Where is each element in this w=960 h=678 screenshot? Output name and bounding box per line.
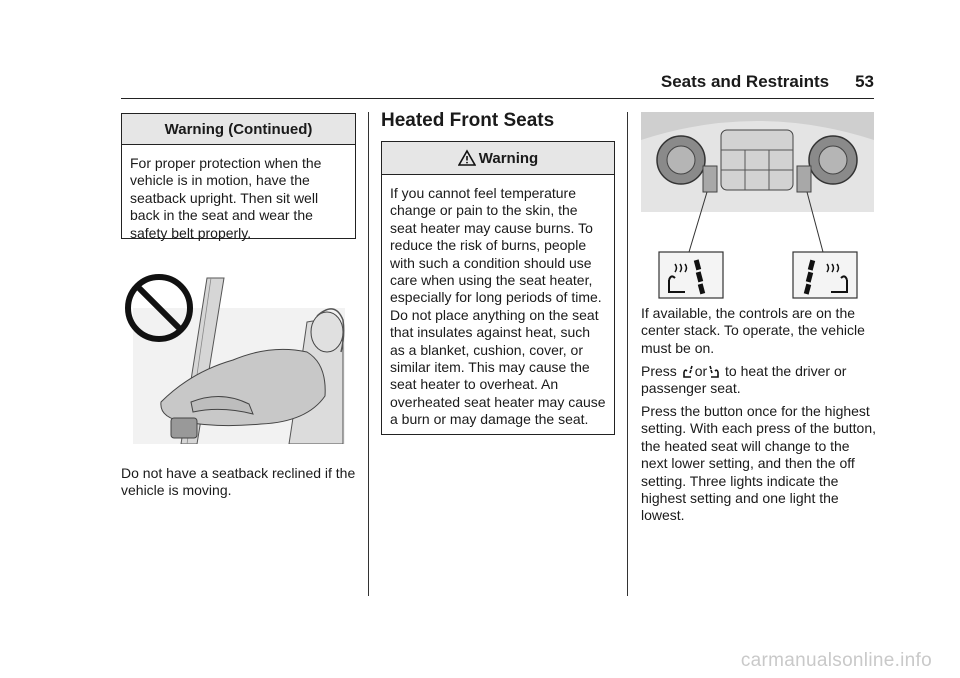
controls-location-text: If available, the controls are on the center stack. To operate, the vehicle must be on. bbox=[641, 305, 865, 356]
reclined-seat-illustration bbox=[121, 272, 345, 444]
continued-warning-text: For proper protection when the vehicle is in motion, have the seatback upright. Then sit well back in the seat and wear the safety belt properly. bbox=[130, 155, 322, 241]
column-divider-left bbox=[368, 112, 369, 596]
header-rule bbox=[121, 98, 874, 99]
heated-seat-controls-illustration bbox=[641, 112, 874, 299]
driver-heated-seat-icon bbox=[682, 365, 694, 378]
continued-warning-title: Warning (Continued) bbox=[122, 114, 355, 145]
press-instruction-text bbox=[641, 363, 879, 398]
page-header bbox=[661, 72, 874, 92]
passenger-heated-seat-icon bbox=[708, 365, 720, 378]
column-divider-right bbox=[627, 112, 628, 596]
section-title: Seats and Restraints bbox=[660, 72, 830, 91]
illustration-caption: Do not have a seatback reclined if the vehicle is moving. bbox=[121, 465, 356, 499]
settings-description-text: Press the button once for the highest setting. With each press of the button, the heated seat will change to the next lower setting, and then the off setting. Three lights indicate the highest setting and one light the lowest. bbox=[641, 403, 877, 524]
page-number: 53 bbox=[855, 72, 874, 91]
warning-header bbox=[382, 142, 614, 175]
passenger-heated-seat-icon bbox=[793, 252, 857, 298]
heated-seat-warning-box bbox=[381, 141, 615, 435]
warning-text: If you cannot feel temperature change or pain to the skin, the seat heater may cause burns. To reduce the risk of burns, people with such a condition should use care when using the seat heater, especially for long periods of time. Do not place anything on the seat that insulates against heat, such as a blanket, cushion, cover, or similar item. This may cause the seat heater to overheat. An overheated seat heater may cause a burn or may damage the seat. bbox=[390, 185, 606, 428]
press-or: or bbox=[694, 363, 708, 379]
section-heading: Heated Front Seats bbox=[381, 110, 555, 131]
driver-heated-seat-icon bbox=[659, 252, 723, 298]
continued-warning-box bbox=[121, 113, 356, 239]
press-prefix: Press bbox=[641, 363, 677, 379]
warning-triangle-icon bbox=[458, 149, 476, 167]
warning-title: Warning bbox=[478, 149, 539, 167]
press-suffix: to heat the driver or passenger seat. bbox=[641, 363, 847, 397]
footer-watermark: carmanualsonline.info bbox=[740, 650, 932, 671]
